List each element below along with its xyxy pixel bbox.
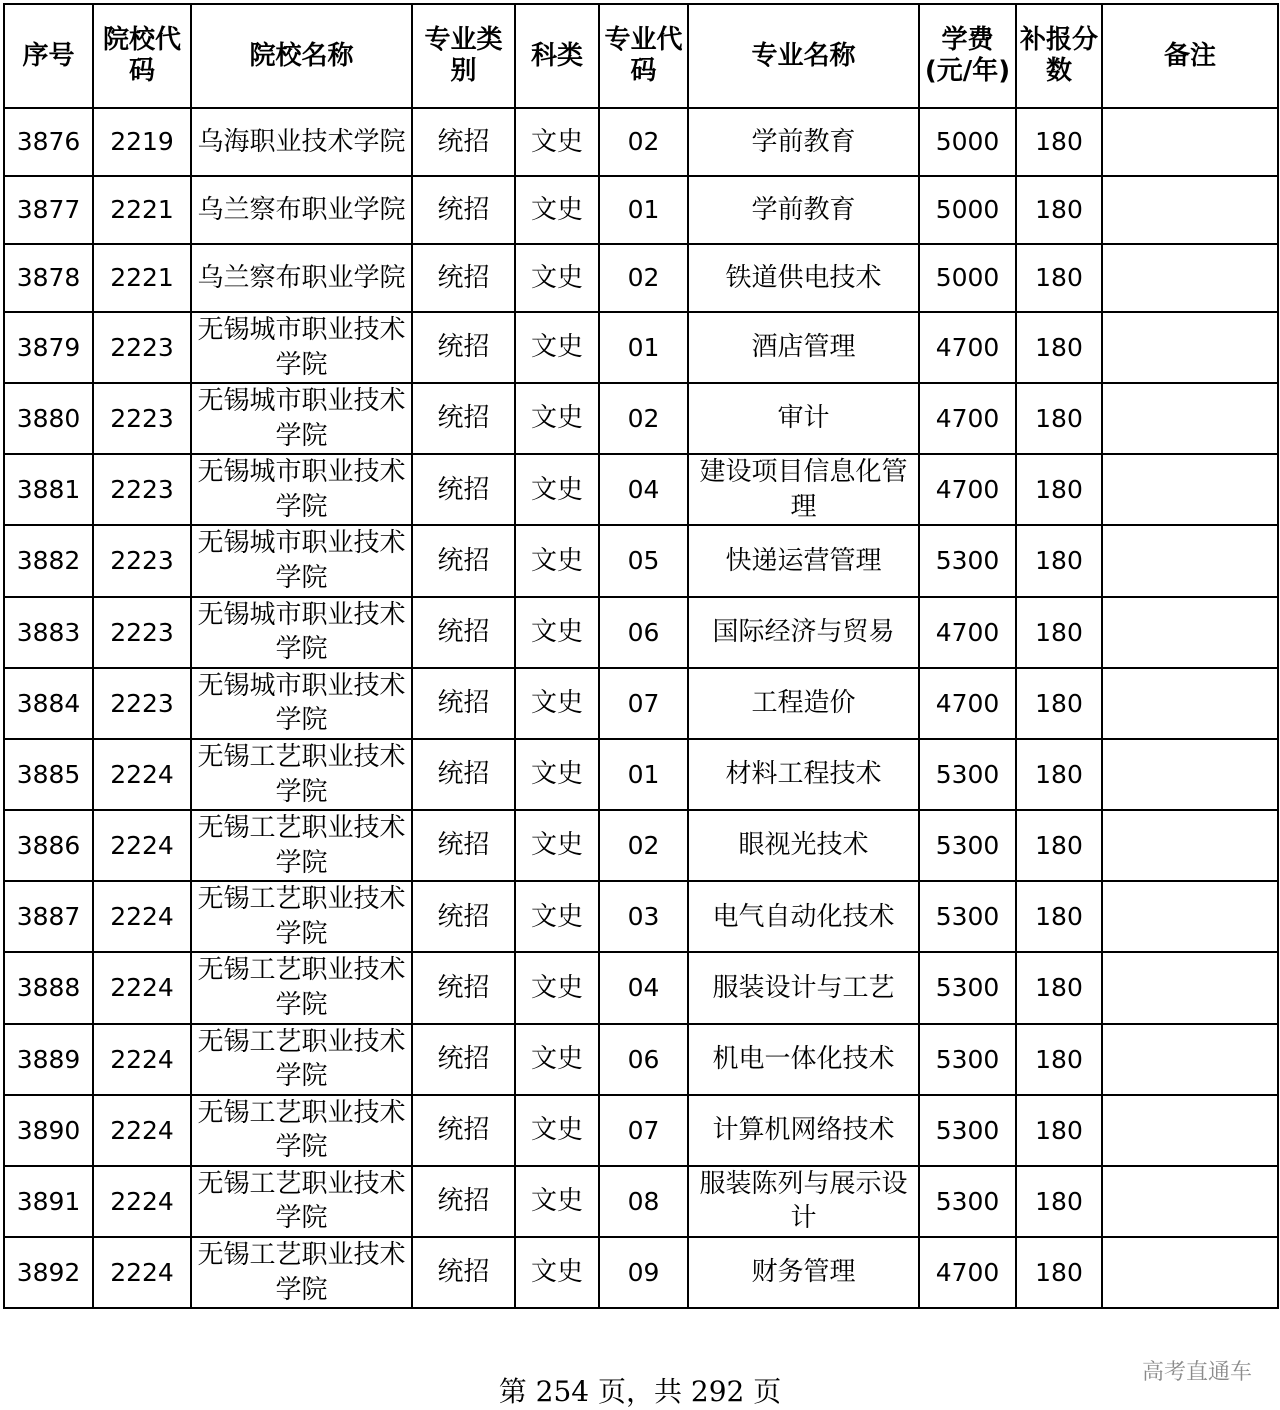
cell-school-name: 无锡城市职业技术学院 <box>191 312 412 383</box>
cell-seq: 3883 <box>4 597 93 668</box>
cell-category: 文史 <box>515 597 599 668</box>
table-row <box>4 108 1278 176</box>
cell-remark <box>1102 739 1278 810</box>
cell-major-code: 01 <box>599 312 688 383</box>
cell-major-name: 建设项目信息化管理 <box>688 454 919 525</box>
cell-category: 文史 <box>515 312 599 383</box>
cell-major-type: 统招 <box>412 739 515 810</box>
cell-score: 180 <box>1016 454 1102 525</box>
watermark-text: 高考直通车 <box>1141 1360 1252 1385</box>
cell-school-name: 无锡城市职业技术学院 <box>191 597 412 668</box>
cell-major-name: 服装陈列与展示设计 <box>688 1166 919 1237</box>
cell-remark <box>1102 108 1278 176</box>
cell-tuition: 5300 <box>919 1095 1016 1166</box>
cell-seq: 3882 <box>4 525 93 596</box>
table-row <box>4 952 1278 1023</box>
cell-school-code: 2224 <box>93 1024 191 1095</box>
cell-school-code: 2223 <box>93 668 191 739</box>
header-tuition: 学费(元/年) <box>919 4 1016 108</box>
cell-seq: 3886 <box>4 810 93 881</box>
cell-category: 文史 <box>515 108 599 176</box>
cell-category: 文史 <box>515 1024 599 1095</box>
cell-tuition: 5000 <box>919 176 1016 244</box>
cell-major-type: 统招 <box>412 176 515 244</box>
cell-tuition: 4700 <box>919 1237 1016 1308</box>
cell-major-type: 统招 <box>412 454 515 525</box>
cell-major-code: 03 <box>599 881 688 952</box>
cell-school-name: 无锡工艺职业技术学院 <box>191 881 412 952</box>
cell-score: 180 <box>1016 383 1102 454</box>
cell-major-name: 服装设计与工艺 <box>688 952 919 1023</box>
cell-school-name: 无锡工艺职业技术学院 <box>191 952 412 1023</box>
cell-remark <box>1102 525 1278 596</box>
cell-tuition: 5300 <box>919 525 1016 596</box>
cell-major-name: 酒店管理 <box>688 312 919 383</box>
cell-category: 文史 <box>515 952 599 1023</box>
cell-school-code: 2223 <box>93 525 191 596</box>
cell-tuition: 4700 <box>919 454 1016 525</box>
cell-school-name: 无锡工艺职业技术学院 <box>191 1166 412 1237</box>
cell-major-name: 材料工程技术 <box>688 739 919 810</box>
cell-major-code: 08 <box>599 1166 688 1237</box>
cell-major-code: 02 <box>599 244 688 312</box>
table-row <box>4 881 1278 952</box>
cell-school-code: 2224 <box>93 810 191 881</box>
header-category: 科类 <box>515 4 599 108</box>
cell-remark <box>1102 176 1278 244</box>
cell-score: 180 <box>1016 810 1102 881</box>
cell-major-name: 铁道供电技术 <box>688 244 919 312</box>
cell-school-code: 2219 <box>93 108 191 176</box>
cell-remark <box>1102 1024 1278 1095</box>
cell-major-code: 01 <box>599 739 688 810</box>
cell-tuition: 4700 <box>919 597 1016 668</box>
cell-major-type: 统招 <box>412 952 515 1023</box>
cell-major-code: 01 <box>599 176 688 244</box>
header-score: 补报分数 <box>1016 4 1102 108</box>
cell-school-code: 2224 <box>93 1095 191 1166</box>
cell-seq: 3887 <box>4 881 93 952</box>
cell-remark <box>1102 597 1278 668</box>
cell-category: 文史 <box>515 810 599 881</box>
cell-tuition: 5300 <box>919 952 1016 1023</box>
table-row <box>4 244 1278 312</box>
cell-seq: 3876 <box>4 108 93 176</box>
cell-score: 180 <box>1016 1166 1102 1237</box>
cell-major-code: 07 <box>599 1095 688 1166</box>
header-major-type: 专业类别 <box>412 4 515 108</box>
cell-major-type: 统招 <box>412 312 515 383</box>
cell-major-name: 机电一体化技术 <box>688 1024 919 1095</box>
cell-remark <box>1102 668 1278 739</box>
cell-seq: 3890 <box>4 1095 93 1166</box>
cell-seq: 3877 <box>4 176 93 244</box>
cell-major-name: 学前教育 <box>688 108 919 176</box>
cell-major-type: 统招 <box>412 383 515 454</box>
table-row <box>4 1237 1278 1308</box>
cell-major-type: 统招 <box>412 881 515 952</box>
cell-school-name: 无锡工艺职业技术学院 <box>191 1095 412 1166</box>
header-row <box>4 4 1278 108</box>
table-row <box>4 597 1278 668</box>
cell-school-code: 2221 <box>93 176 191 244</box>
cell-score: 180 <box>1016 525 1102 596</box>
header-seq: 序号 <box>4 4 93 108</box>
cell-school-code: 2223 <box>93 312 191 383</box>
cell-major-code: 04 <box>599 454 688 525</box>
cell-major-name: 计算机网络技术 <box>688 1095 919 1166</box>
cell-score: 180 <box>1016 1024 1102 1095</box>
cell-category: 文史 <box>515 1237 599 1308</box>
cell-tuition: 5300 <box>919 1024 1016 1095</box>
admission-table <box>3 3 1279 1309</box>
cell-remark <box>1102 810 1278 881</box>
cell-score: 180 <box>1016 108 1102 176</box>
cell-seq: 3884 <box>4 668 93 739</box>
cell-category: 文史 <box>515 383 599 454</box>
cell-category: 文史 <box>515 1166 599 1237</box>
cell-score: 180 <box>1016 668 1102 739</box>
cell-major-code: 02 <box>599 383 688 454</box>
cell-major-type: 统招 <box>412 810 515 881</box>
cell-category: 文史 <box>515 739 599 810</box>
cell-major-code: 06 <box>599 1024 688 1095</box>
cell-seq: 3878 <box>4 244 93 312</box>
cell-score: 180 <box>1016 1237 1102 1308</box>
table-row <box>4 668 1278 739</box>
cell-school-name: 无锡城市职业技术学院 <box>191 668 412 739</box>
cell-school-code: 2224 <box>93 952 191 1023</box>
cell-major-type: 统招 <box>412 1237 515 1308</box>
cell-school-code: 2221 <box>93 244 191 312</box>
cell-tuition: 4700 <box>919 312 1016 383</box>
cell-major-name: 国际经济与贸易 <box>688 597 919 668</box>
table-row <box>4 1024 1278 1095</box>
cell-school-name: 无锡工艺职业技术学院 <box>191 810 412 881</box>
cell-tuition: 4700 <box>919 668 1016 739</box>
cell-remark <box>1102 1166 1278 1237</box>
cell-score: 180 <box>1016 739 1102 810</box>
cell-major-name: 财务管理 <box>688 1237 919 1308</box>
cell-school-code: 2224 <box>93 1166 191 1237</box>
cell-major-type: 统招 <box>412 1166 515 1237</box>
page-number-footer: 第 254 页，共 292 页 <box>498 1375 782 1408</box>
header-school-code: 院校代码 <box>93 4 191 108</box>
cell-school-name: 无锡城市职业技术学院 <box>191 383 412 454</box>
cell-score: 180 <box>1016 176 1102 244</box>
cell-seq: 3881 <box>4 454 93 525</box>
header-remark: 备注 <box>1102 4 1278 108</box>
cell-school-name: 乌海职业技术学院 <box>191 108 412 176</box>
table-row <box>4 176 1278 244</box>
cell-tuition: 5300 <box>919 881 1016 952</box>
cell-major-type: 统招 <box>412 597 515 668</box>
table-row <box>4 383 1278 454</box>
cell-major-code: 04 <box>599 952 688 1023</box>
header-school-name: 院校名称 <box>191 4 412 108</box>
cell-major-name: 眼视光技术 <box>688 810 919 881</box>
table-row <box>4 525 1278 596</box>
cell-school-code: 2223 <box>93 383 191 454</box>
cell-category: 文史 <box>515 176 599 244</box>
cell-remark <box>1102 244 1278 312</box>
cell-school-code: 2223 <box>93 454 191 525</box>
cell-school-name: 无锡城市职业技术学院 <box>191 454 412 525</box>
cell-major-code: 06 <box>599 597 688 668</box>
cell-category: 文史 <box>515 668 599 739</box>
cell-major-name: 快递运营管理 <box>688 525 919 596</box>
cell-seq: 3880 <box>4 383 93 454</box>
cell-score: 180 <box>1016 881 1102 952</box>
header-major-name: 专业名称 <box>688 4 919 108</box>
cell-tuition: 5000 <box>919 108 1016 176</box>
cell-seq: 3892 <box>4 1237 93 1308</box>
cell-seq: 3879 <box>4 312 93 383</box>
table-row <box>4 454 1278 525</box>
cell-score: 180 <box>1016 597 1102 668</box>
cell-major-code: 09 <box>599 1237 688 1308</box>
cell-category: 文史 <box>515 525 599 596</box>
cell-remark <box>1102 952 1278 1023</box>
table-body <box>4 108 1278 1308</box>
cell-tuition: 5300 <box>919 739 1016 810</box>
cell-school-name: 无锡工艺职业技术学院 <box>191 739 412 810</box>
table-row <box>4 1166 1278 1237</box>
cell-major-type: 统招 <box>412 525 515 596</box>
cell-category: 文史 <box>515 244 599 312</box>
cell-seq: 3891 <box>4 1166 93 1237</box>
cell-tuition: 5300 <box>919 1166 1016 1237</box>
cell-major-type: 统招 <box>412 1024 515 1095</box>
cell-school-name: 无锡工艺职业技术学院 <box>191 1237 412 1308</box>
cell-school-name: 乌兰察布职业学院 <box>191 176 412 244</box>
header-major-code: 专业代码 <box>599 4 688 108</box>
cell-major-name: 电气自动化技术 <box>688 881 919 952</box>
cell-major-type: 统招 <box>412 668 515 739</box>
cell-major-name: 学前教育 <box>688 176 919 244</box>
cell-tuition: 5000 <box>919 244 1016 312</box>
cell-seq: 3889 <box>4 1024 93 1095</box>
cell-major-name: 工程造价 <box>688 668 919 739</box>
cell-category: 文史 <box>515 1095 599 1166</box>
cell-major-type: 统招 <box>412 244 515 312</box>
table-row <box>4 810 1278 881</box>
cell-score: 180 <box>1016 312 1102 383</box>
cell-tuition: 5300 <box>919 810 1016 881</box>
table-row <box>4 1095 1278 1166</box>
cell-major-code: 07 <box>599 668 688 739</box>
cell-school-name: 无锡工艺职业技术学院 <box>191 1024 412 1095</box>
cell-major-code: 05 <box>599 525 688 596</box>
cell-school-name: 乌兰察布职业学院 <box>191 244 412 312</box>
cell-category: 文史 <box>515 454 599 525</box>
cell-seq: 3888 <box>4 952 93 1023</box>
table-row <box>4 739 1278 810</box>
cell-remark <box>1102 383 1278 454</box>
cell-tuition: 4700 <box>919 383 1016 454</box>
cell-remark <box>1102 881 1278 952</box>
cell-major-type: 统招 <box>412 1095 515 1166</box>
cell-score: 180 <box>1016 952 1102 1023</box>
cell-school-code: 2224 <box>93 739 191 810</box>
cell-score: 180 <box>1016 244 1102 312</box>
cell-category: 文史 <box>515 881 599 952</box>
cell-major-code: 02 <box>599 108 688 176</box>
cell-school-name: 无锡城市职业技术学院 <box>191 525 412 596</box>
cell-major-name: 审计 <box>688 383 919 454</box>
cell-major-type: 统招 <box>412 108 515 176</box>
cell-remark <box>1102 1095 1278 1166</box>
cell-major-code: 02 <box>599 810 688 881</box>
cell-school-code: 2224 <box>93 1237 191 1308</box>
cell-seq: 3885 <box>4 739 93 810</box>
cell-remark <box>1102 1237 1278 1308</box>
cell-remark <box>1102 312 1278 383</box>
cell-remark <box>1102 454 1278 525</box>
cell-score: 180 <box>1016 1095 1102 1166</box>
cell-school-code: 2223 <box>93 597 191 668</box>
cell-school-code: 2224 <box>93 881 191 952</box>
table-row <box>4 312 1278 383</box>
